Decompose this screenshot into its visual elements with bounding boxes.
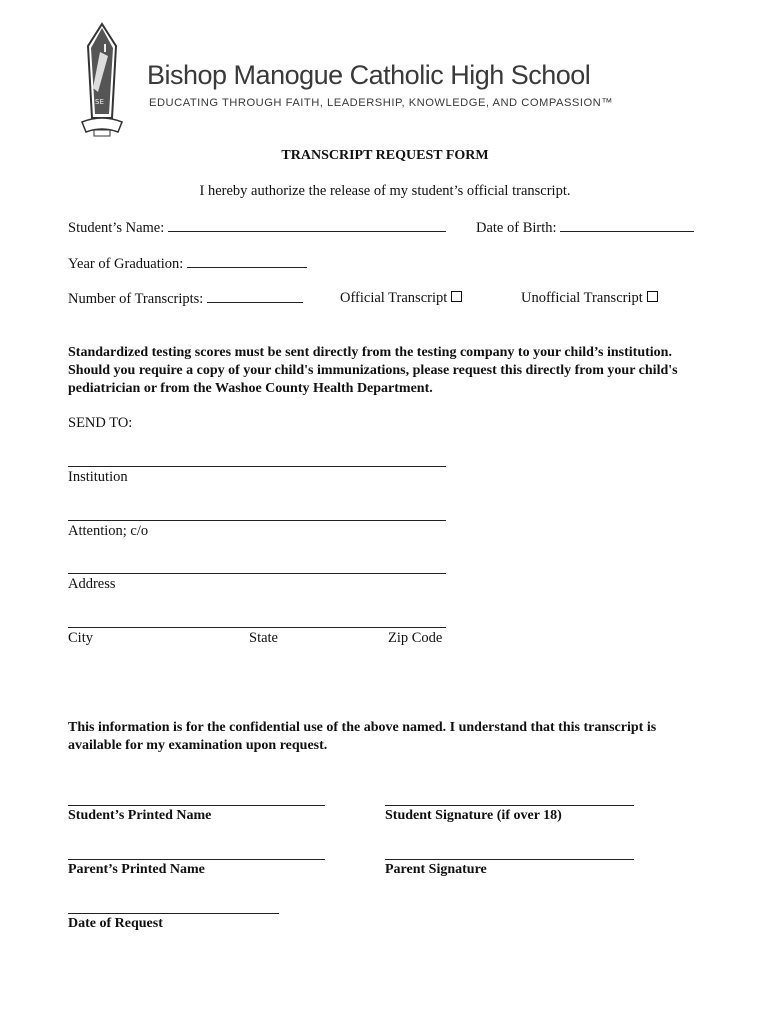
student-name-label: Student’s Name:	[68, 220, 165, 236]
parent-printed-name-label: Parent’s Printed Name	[68, 862, 205, 877]
official-transcript-checkbox[interactable]	[451, 291, 462, 302]
testing-notice: Standardized testing scores must be sent directly from the testing company to your child’s institution. Should you require a copy of your child's immunizations, please request this directly from your child's pediatrician or from the Washoe County Health Department.	[68, 345, 678, 396]
school-name: Bishop Manogue Catholic High School	[147, 60, 591, 90]
city-label: City	[68, 630, 93, 646]
unofficial-transcript-option	[521, 290, 658, 307]
student-name-field-group	[68, 219, 446, 237]
date-of-request-field[interactable]	[68, 913, 279, 914]
date-of-request-label: Date of Request	[68, 916, 163, 931]
graduation-field-group	[68, 255, 307, 273]
num-transcripts-label: Number of Transcripts:	[68, 291, 204, 307]
student-signature-field[interactable]	[385, 805, 634, 806]
svg-text:SE: SE	[95, 98, 104, 106]
attention-field[interactable]	[68, 520, 446, 521]
dob-field-group	[476, 219, 694, 237]
student-printed-name-label: Student’s Printed Name	[68, 808, 212, 823]
num-transcripts-field[interactable]	[207, 290, 303, 303]
dob-field[interactable]	[560, 219, 694, 232]
institution-field[interactable]	[68, 466, 446, 467]
parent-signature-field[interactable]	[385, 859, 634, 860]
address-label: Address	[68, 576, 116, 592]
official-transcript-label: Official Transcript	[340, 290, 448, 306]
num-transcripts-field-group	[68, 290, 303, 308]
confidential-statement: This information is for the confidential use of the above named. I understand that this transcript is available for my examination upon request.	[68, 720, 657, 753]
school-crest-icon	[78, 22, 126, 140]
form-title: TRANSCRIPT REQUEST FORM	[281, 148, 489, 163]
unofficial-transcript-checkbox[interactable]	[647, 291, 658, 302]
official-transcript-option	[340, 290, 462, 307]
student-signature-label: Student Signature (if over 18)	[385, 808, 562, 823]
parent-signature-label: Parent Signature	[385, 862, 487, 877]
graduation-field[interactable]	[187, 255, 307, 268]
attention-label: Attention; c/o	[68, 523, 149, 539]
send-to-label: SEND TO:	[68, 415, 133, 431]
school-tagline: EDUCATING THROUGH FAITH, LEADERSHIP, KNOWLEDGE, AND COMPASSION™	[149, 97, 613, 109]
parent-printed-name-field[interactable]	[68, 859, 325, 860]
student-name-field[interactable]	[168, 219, 446, 232]
student-printed-name-field[interactable]	[68, 805, 325, 806]
zip-label: Zip Code	[388, 630, 443, 646]
address-field[interactable]	[68, 573, 446, 574]
state-label: State	[249, 630, 278, 646]
city-state-zip-field[interactable]	[68, 627, 446, 628]
graduation-label: Year of Graduation:	[68, 256, 184, 272]
authorization-text: I hereby authorize the release of my student’s official transcript.	[199, 183, 571, 199]
unofficial-transcript-label: Unofficial Transcript	[521, 290, 643, 306]
institution-label: Institution	[68, 469, 128, 485]
dob-label: Date of Birth:	[476, 220, 557, 236]
